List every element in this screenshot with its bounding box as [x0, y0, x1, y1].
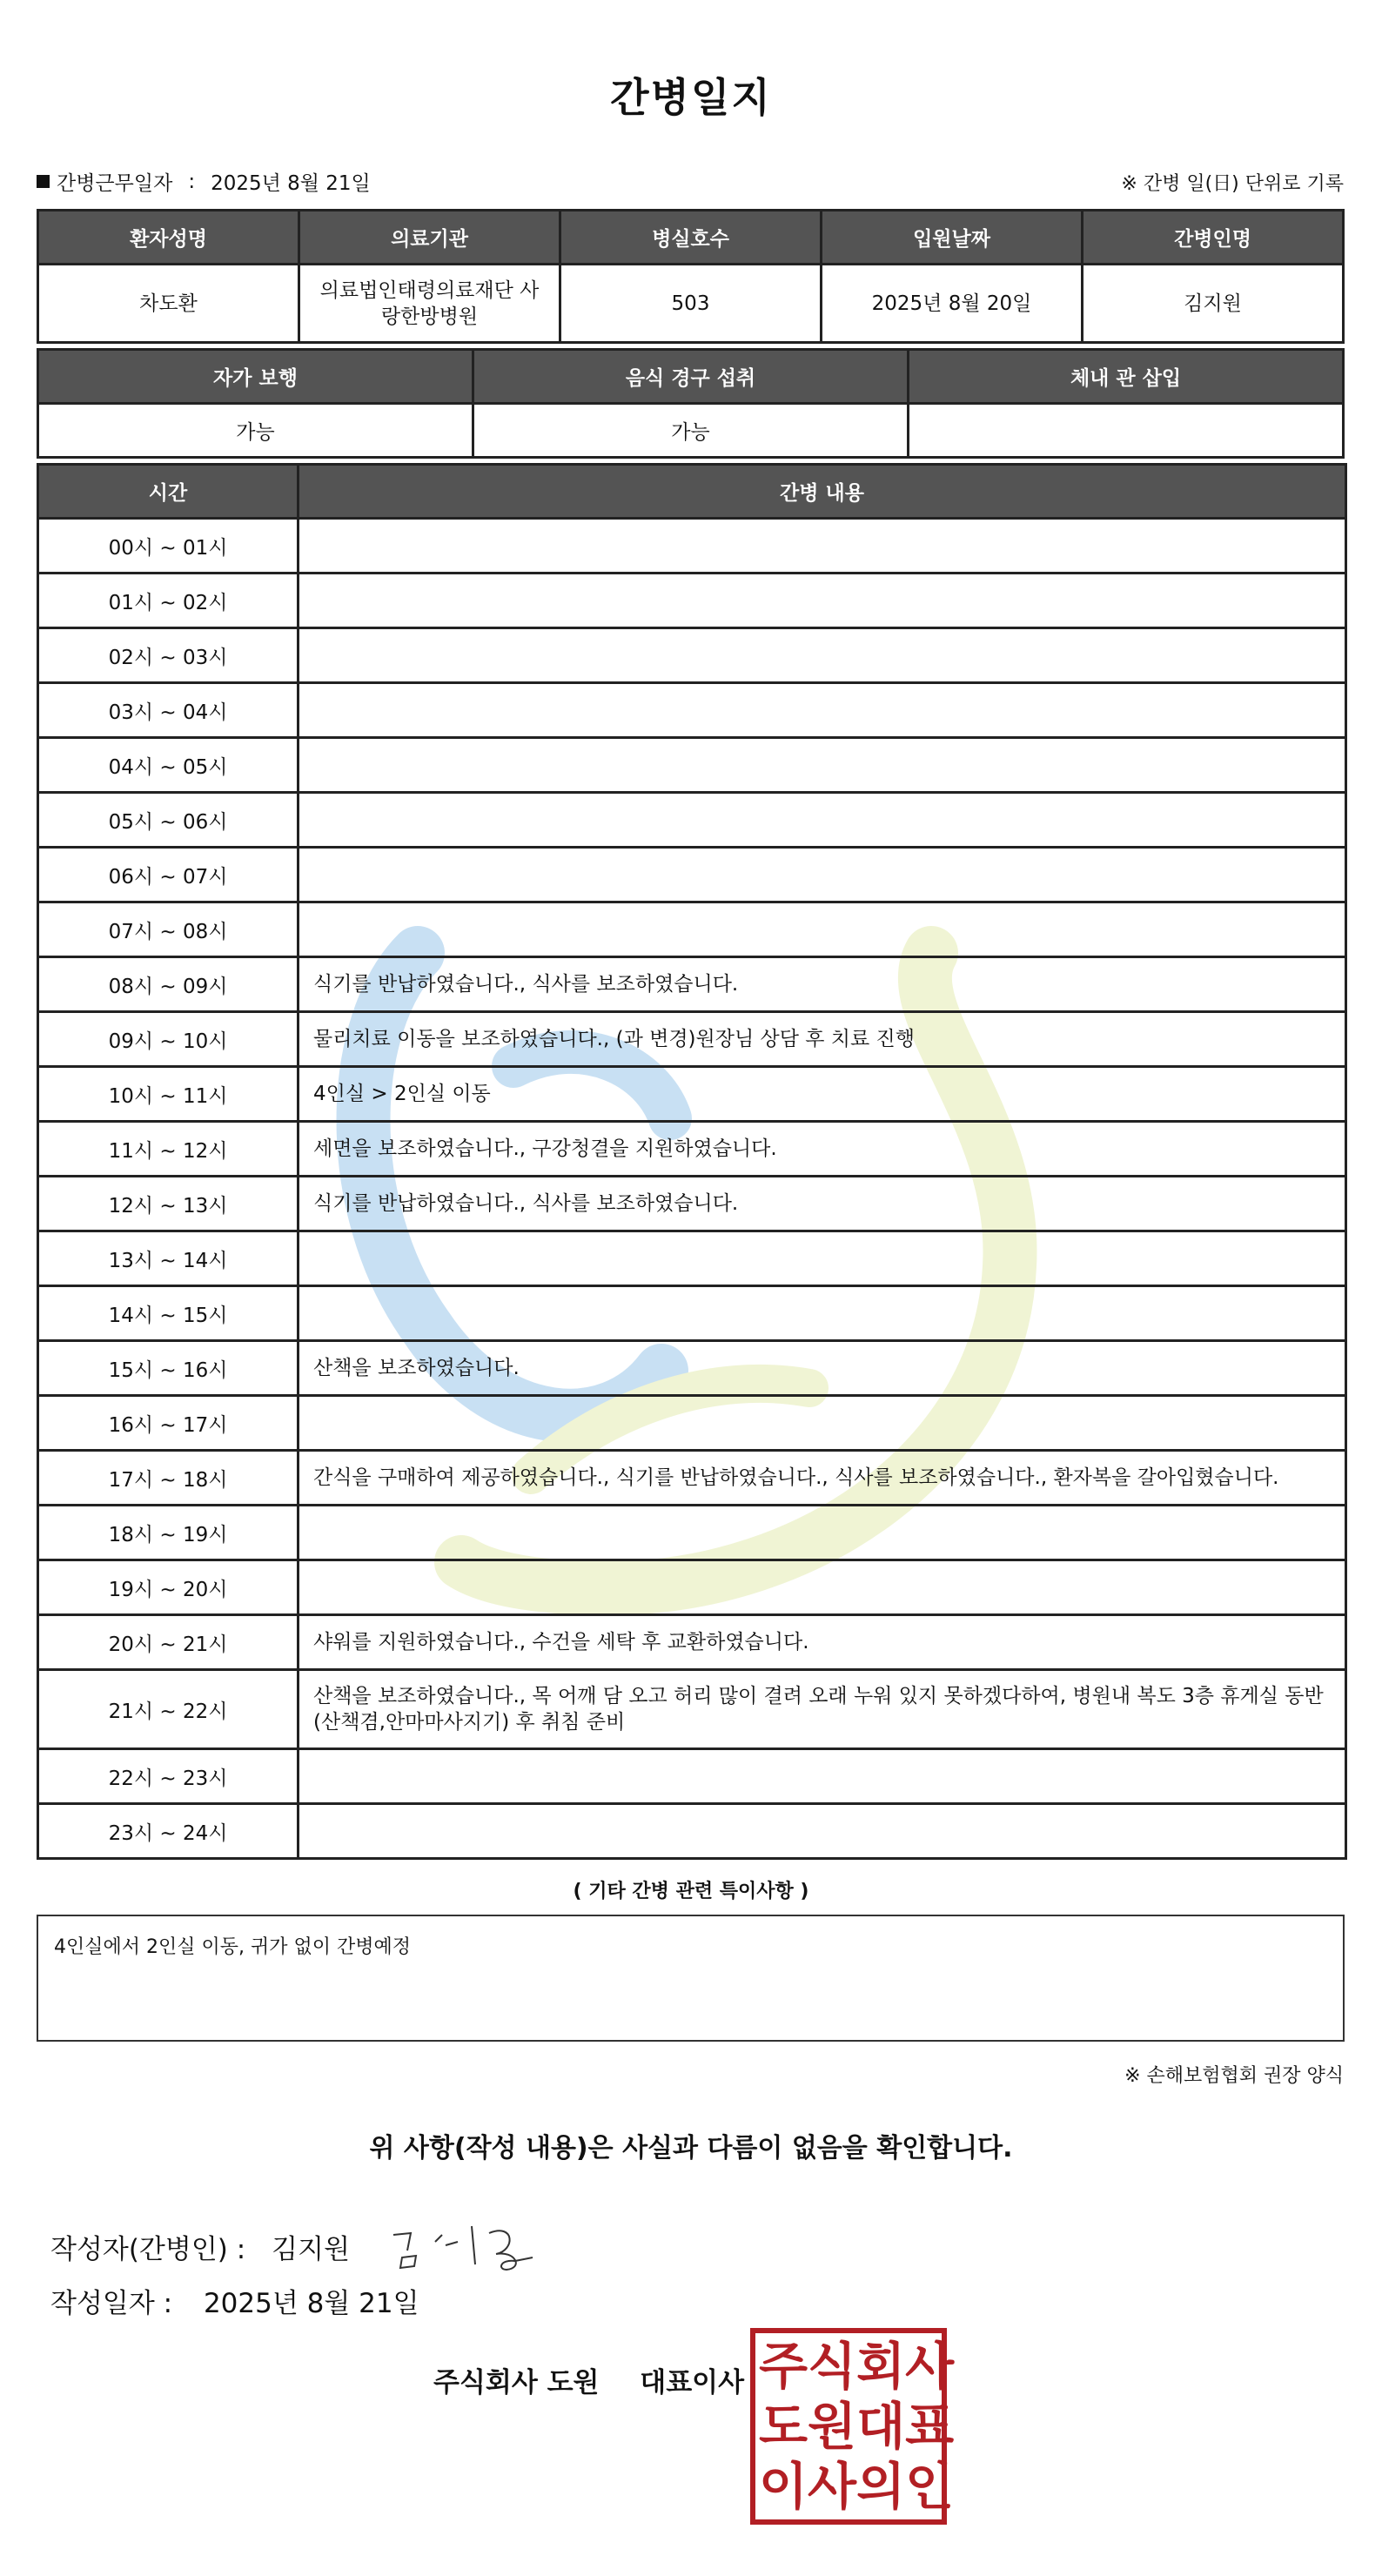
table-row — [38, 574, 1346, 628]
time-cell: 10시 ~ 11시 — [38, 1067, 299, 1122]
care-content-cell — [299, 848, 1346, 902]
header-time: 시간 — [38, 465, 299, 519]
time-cell: 02시 ~ 03시 — [38, 628, 299, 683]
time-cell: 23시 ~ 24시 — [38, 1804, 299, 1859]
table-row — [38, 793, 1346, 848]
tube-insertion-value — [909, 404, 1344, 458]
header-oral-intake: 음식 경구 섭취 — [473, 350, 909, 404]
table-row — [38, 1451, 1346, 1506]
care-content-cell: 식기를 반납하였습니다., 식사를 보조하였습니다. — [299, 957, 1346, 1012]
hospital-name: 의료법인태령의료재단 사랑한방병원 — [299, 265, 560, 343]
header-tube-insertion: 체내 관 삽입 — [909, 350, 1344, 404]
seal-char: 사 — [905, 2337, 955, 2397]
time-cell: 11시 ~ 12시 — [38, 1122, 299, 1177]
care-content-cell: 간식을 구매하여 제공하였습니다., 식기를 반납하였습니다., 식사를 보조하였습니다., 환자복을 갈아입혔습니다. — [299, 1451, 1346, 1506]
table-row — [38, 1286, 1346, 1341]
care-content-cell: 식기를 반납하였습니다., 식사를 보조하였습니다. — [299, 1177, 1346, 1231]
work-date-line — [37, 167, 371, 196]
time-cell: 17시 ~ 18시 — [38, 1451, 299, 1506]
seal-char: 식 — [808, 2337, 857, 2397]
care-content-cell: 산책을 보조하였습니다., 목 어깨 담 오고 허리 많이 결려 오래 누워 있지 못하겠다하여, 병원내 복도 3층 휴게실 동반(산책겸,안마마사지기) 후 취침 준비 — [299, 1670, 1346, 1749]
special-notes-box — [37, 1915, 1345, 2042]
company-seal-stamp — [750, 2328, 955, 2525]
table-row — [38, 1506, 1346, 1560]
header-care-content: 간병 내용 — [299, 465, 1346, 519]
time-cell: 12시 ~ 13시 — [38, 1177, 299, 1231]
care-content-cell — [299, 628, 1346, 683]
signature-icon — [385, 2216, 550, 2277]
header-admission-date: 입원날짜 — [822, 211, 1083, 265]
time-cell: 18시 ~ 19시 — [38, 1506, 299, 1560]
table-row — [38, 1615, 1346, 1670]
care-content-cell — [299, 1804, 1346, 1859]
table-row — [38, 519, 1346, 574]
caregiver-name: 김지원 — [1083, 265, 1344, 343]
table-row — [38, 1341, 1346, 1396]
table-row — [38, 1177, 1346, 1231]
time-cell: 20시 ~ 21시 — [38, 1615, 299, 1670]
care-content-cell — [299, 683, 1346, 738]
header-self-walking: 자가 보행 — [38, 350, 473, 404]
oral-intake-value: 가능 — [473, 404, 909, 458]
document-title: 간병일지 — [610, 74, 772, 121]
time-cell: 04시 ~ 05시 — [38, 738, 299, 793]
care-content-cell — [299, 1506, 1346, 1560]
seal-char: 인 — [905, 2456, 955, 2516]
header-patient-name: 환자성명 — [38, 211, 299, 265]
care-content-cell: 물리치료 이동을 보조하였습니다., (과 변경)원장님 상담 후 치료 진행 — [299, 1012, 1346, 1067]
table-row — [38, 1749, 1346, 1804]
care-content-cell — [299, 574, 1346, 628]
write-date-line — [50, 2281, 419, 2320]
work-date-value: 2025년 8월 21일 — [211, 172, 371, 195]
unit-note: ※ 간병 일(日) 단위로 기록 — [1121, 173, 1344, 195]
seal-char: 이 — [759, 2456, 808, 2516]
confirmation-statement: 위 사항(작성 내용)은 사실과 다름이 없음을 확인합니다. — [369, 2133, 1013, 2163]
table-row — [38, 1012, 1346, 1067]
care-content-cell — [299, 902, 1346, 957]
care-log-body — [38, 519, 1346, 1859]
admission-date: 2025년 8월 20일 — [822, 265, 1083, 343]
time-cell: 15시 ~ 16시 — [38, 1341, 299, 1396]
patient-name: 차도환 — [38, 265, 299, 343]
seal-char: 원 — [808, 2396, 857, 2456]
patient-ability-table — [37, 348, 1345, 459]
care-content-cell: 세면을 보조하였습니다., 구강청결을 지원하였습니다. — [299, 1122, 1346, 1177]
writer-label: 작성자(간병인) : — [50, 2233, 246, 2265]
seal-char: 대 — [856, 2396, 906, 2456]
care-content-cell — [299, 793, 1346, 848]
seal-char: 의 — [856, 2456, 906, 2516]
time-cell: 07시 ~ 08시 — [38, 902, 299, 957]
seal-char: 사 — [808, 2456, 857, 2516]
time-cell: 09시 ~ 10시 — [38, 1012, 299, 1067]
care-content-cell: 4인실 > 2인실 이동 — [299, 1067, 1346, 1122]
time-cell: 13시 ~ 14시 — [38, 1231, 299, 1286]
care-content-cell — [299, 1286, 1346, 1341]
room-number: 503 — [560, 265, 822, 343]
table-row — [38, 628, 1346, 683]
header-caregiver-name: 간병인명 — [1083, 211, 1344, 265]
time-cell: 05시 ~ 06시 — [38, 793, 299, 848]
table-row — [38, 683, 1346, 738]
patient-info-table — [37, 209, 1345, 344]
header-hospital: 의료기관 — [299, 211, 560, 265]
special-notes-text: 4인실에서 2인실 이동, 귀가 없이 간병예정 — [54, 1936, 411, 1958]
writer-line — [50, 2216, 550, 2277]
time-cell: 22시 ~ 23시 — [38, 1749, 299, 1804]
special-notes-title: ( 기타 간병 관련 특이사항 ) — [573, 1881, 809, 1902]
table-row — [38, 1231, 1346, 1286]
table-row — [38, 848, 1346, 902]
table-row — [38, 1804, 1346, 1859]
care-content-cell — [299, 738, 1346, 793]
bullet-square-icon — [37, 175, 50, 188]
write-date-label: 작성일자 : — [50, 2288, 173, 2319]
table-row — [38, 902, 1346, 957]
table-row — [38, 1396, 1346, 1451]
company-line — [433, 2360, 744, 2399]
care-content-cell — [299, 519, 1346, 574]
seal-char: 도 — [759, 2396, 808, 2456]
care-log-table — [37, 463, 1347, 1860]
writer-name: 김지원 — [272, 2233, 351, 2265]
seal-char: 주 — [759, 2337, 808, 2397]
time-cell: 21시 ~ 22시 — [38, 1670, 299, 1749]
time-cell: 16시 ~ 17시 — [38, 1396, 299, 1451]
form-source-note: ※ 손해보험협회 권장 양식 — [1124, 2065, 1344, 2087]
care-content-cell: 샤워를 지원하였습니다., 수건을 세탁 후 교환하였습니다. — [299, 1615, 1346, 1670]
company-representative-title: 대표이사 — [640, 2367, 745, 2398]
work-date-separator: : — [188, 170, 196, 193]
time-cell: 00시 ~ 01시 — [38, 519, 299, 574]
time-cell: 08시 ~ 09시 — [38, 957, 299, 1012]
care-content-cell — [299, 1231, 1346, 1286]
seal-char: 회 — [856, 2337, 906, 2397]
time-cell: 03시 ~ 04시 — [38, 683, 299, 738]
self-walking-value: 가능 — [38, 404, 473, 458]
time-cell: 19시 ~ 20시 — [38, 1560, 299, 1615]
table-row — [38, 957, 1346, 1012]
care-content-cell — [299, 1396, 1346, 1451]
work-date-label: 간병근무일자 — [57, 172, 173, 195]
time-cell: 01시 ~ 02시 — [38, 574, 299, 628]
table-row — [38, 1560, 1346, 1615]
care-content-cell — [299, 1749, 1346, 1804]
write-date-value: 2025년 8월 21일 — [203, 2288, 419, 2319]
table-row — [38, 1067, 1346, 1122]
table-row — [38, 1670, 1346, 1749]
seal-char: 표 — [905, 2396, 955, 2456]
time-cell: 14시 ~ 15시 — [38, 1286, 299, 1341]
time-cell: 06시 ~ 07시 — [38, 848, 299, 902]
table-row — [38, 738, 1346, 793]
header-room-number: 병실호수 — [560, 211, 822, 265]
company-name: 주식회사 도원 — [433, 2367, 600, 2398]
table-row — [38, 1122, 1346, 1177]
care-content-cell — [299, 1560, 1346, 1615]
care-content-cell: 산책을 보조하였습니다. — [299, 1341, 1346, 1396]
